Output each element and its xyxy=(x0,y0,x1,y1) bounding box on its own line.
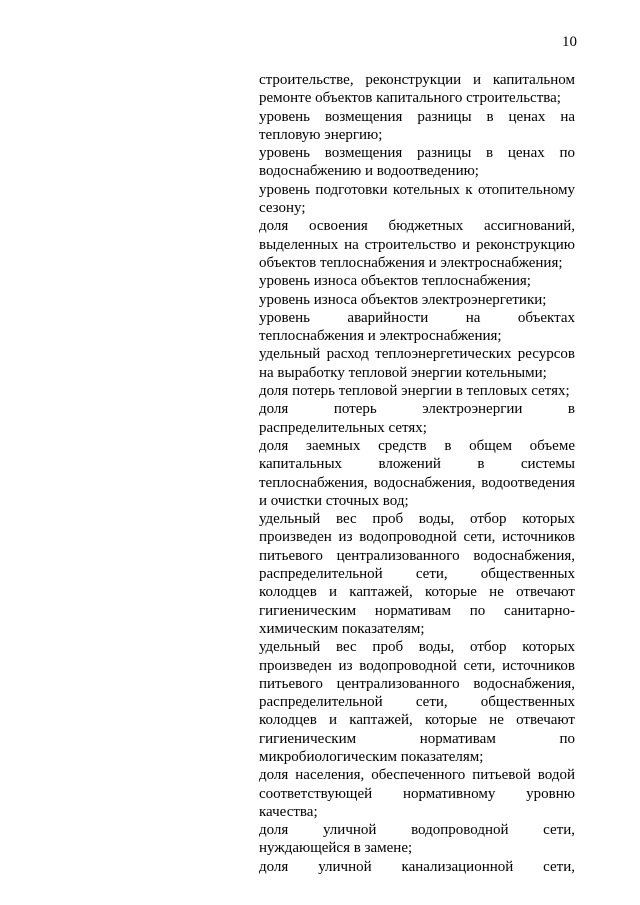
paragraph: доля потерь электроэнергии в распределительных сетях; xyxy=(259,401,575,436)
paragraph: доля заемных средств в общем объеме капитальных вложений в системы теплоснабжения, водоснабжения, водоотведения и очистки сточных вод; xyxy=(259,437,575,509)
paragraph: удельный вес проб воды, отбор которых произведен из водопроводной сети, источников питьевого централизованного водоснабжения, распределительной сети, общественных колодцев и каптажей, которые не отвечают гигиеническим нормативам по санитарно-химическим показателям; xyxy=(259,511,575,637)
paragraph: удельный вес проб воды, отбор которых произведен из водопроводной сети, источников питьевого централизованного водоснабжения, распределительной сети, общественных колодцев и каптажей, которые не отвечают гигиеническим нормативам по микробиологическим показателям; xyxy=(259,639,575,765)
paragraph: доля населения, обеспеченного питьевой водой соответствующей нормативному уровню качества; xyxy=(259,767,575,820)
paragraph: уровень возмещения разницы в ценах на тепловую энергию; xyxy=(259,108,575,143)
paragraph: уровень аварийности на объектах теплоснабжения и электроснабжения; xyxy=(259,309,575,345)
paragraph: уровень износа объектов теплоснабжения; xyxy=(259,273,531,290)
paragraph: уровень износа объектов электроэнергетики; xyxy=(259,291,547,308)
paragraph: удельный расход теплоэнергетических ресурсов на выработку тепловой энергии котельными; xyxy=(259,346,575,381)
paragraph: доля освоения бюджетных ассигнований, выделенных на строительство и реконструкцию объектов теплоснабжения и электроснабжения; xyxy=(259,218,575,271)
paragraph: уровень возмещения разницы в ценах по водоснабжению и водоотведению; xyxy=(259,145,575,180)
paragraph: уровень подготовки котельных к отопительному сезону; xyxy=(259,181,575,217)
page-number: 10 xyxy=(562,34,577,50)
paragraph: доля потерь тепловой энергии в тепловых сетях; xyxy=(259,383,570,400)
paragraph: доля уличной канализационной сети, xyxy=(259,858,575,875)
document-body xyxy=(259,71,575,876)
paragraph: доля уличной водопроводной сети, нуждающейся в замене; xyxy=(259,822,575,857)
paragraph: строительстве, реконструкции и капитальном ремонте объектов капитального строительства; xyxy=(259,72,575,107)
